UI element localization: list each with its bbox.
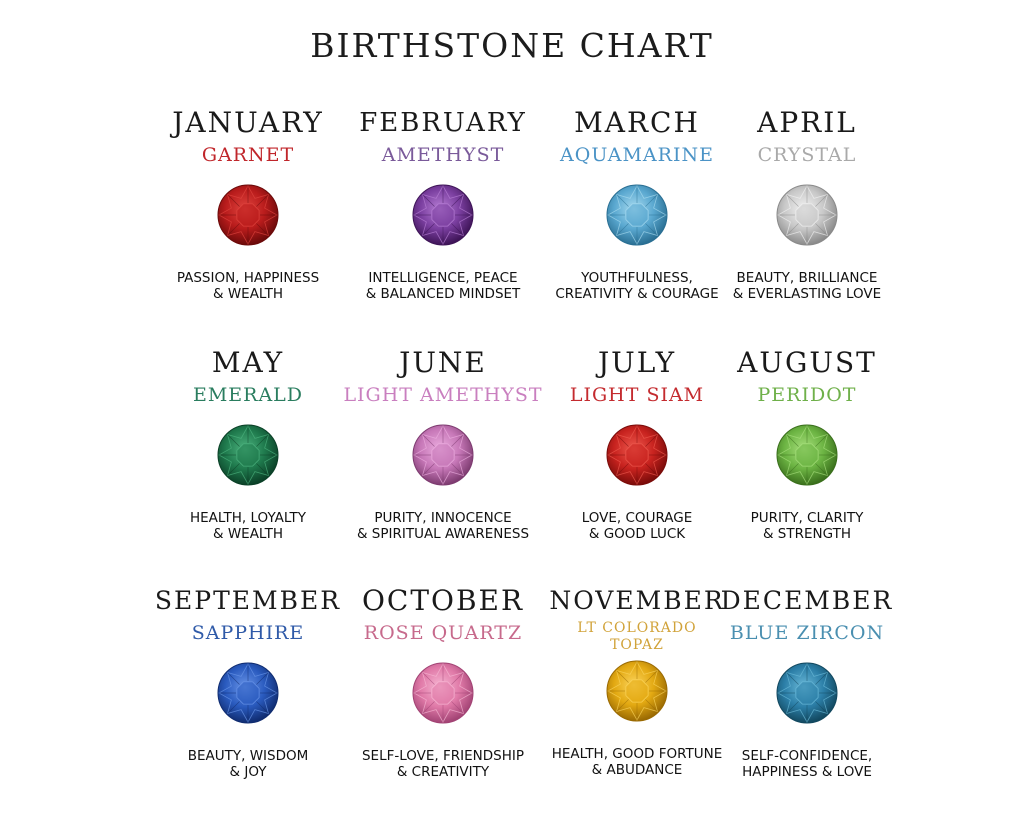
peridot-gem-icon bbox=[776, 424, 838, 486]
stone-name: CRYSTAL bbox=[757, 144, 857, 166]
stone-name: AQUAMARINE bbox=[560, 144, 714, 166]
stone-name: EMERALD bbox=[192, 384, 304, 406]
stone-meaning: PURITY, INNOCENCE & SPIRITUAL AWARENESS bbox=[356, 510, 530, 542]
month-card-december bbox=[707, 584, 907, 780]
stone-meaning: BEAUTY, BRILLIANCE & EVERLASTING LOVE bbox=[732, 270, 882, 302]
stone-name: AMETHYST bbox=[381, 144, 505, 166]
month-card-august bbox=[707, 346, 907, 542]
emerald-gem-icon bbox=[217, 424, 279, 486]
lt-colorado-topaz-gem-icon bbox=[606, 660, 668, 722]
month-name: AUGUST bbox=[737, 346, 877, 379]
month-name: MARCH bbox=[574, 106, 700, 139]
month-card-may bbox=[148, 346, 348, 542]
stone-meaning: PASSION, HAPPINESS & WEALTH bbox=[176, 270, 320, 302]
month-card-june bbox=[343, 346, 543, 542]
stone-name: LT COLORADO TOPAZ bbox=[577, 620, 697, 653]
rose-quartz-gem-icon bbox=[412, 662, 474, 724]
month-name: FEBRUARY bbox=[359, 108, 527, 138]
stone-name: LIGHT SIAM bbox=[569, 384, 705, 406]
light-siam-gem-icon bbox=[606, 424, 668, 486]
aquamarine-gem-icon bbox=[606, 184, 668, 246]
stone-meaning: SELF-CONFIDENCE, HAPPINESS & LOVE bbox=[741, 748, 873, 780]
stone-meaning: BEAUTY, WISDOM & JOY bbox=[187, 748, 309, 780]
month-card-september bbox=[148, 584, 348, 780]
month-name: JANUARY bbox=[172, 106, 324, 139]
month-name: SEPTEMBER bbox=[154, 586, 342, 615]
stone-meaning: HEALTH, GOOD FORTUNE & ABUDANCE bbox=[551, 746, 723, 778]
month-name: JULY bbox=[597, 346, 677, 379]
stone-name: PERIDOT bbox=[757, 384, 857, 406]
stone-name: LIGHT AMETHYST bbox=[343, 384, 543, 406]
month-name: JUNE bbox=[399, 346, 487, 379]
month-card-january bbox=[148, 106, 348, 302]
light-amethyst-gem-icon bbox=[412, 424, 474, 486]
month-card-october bbox=[343, 584, 543, 780]
stone-meaning: PURITY, CLARITY & STRENGTH bbox=[750, 510, 864, 542]
stone-name: GARNET bbox=[201, 144, 295, 166]
crystal-gem-icon bbox=[776, 184, 838, 246]
stone-name: SAPPHIRE bbox=[191, 622, 305, 644]
garnet-gem-icon bbox=[217, 184, 279, 246]
month-name: DECEMBER bbox=[720, 586, 894, 615]
stone-meaning: LOVE, COURAGE & GOOD LUCK bbox=[581, 510, 693, 542]
month-name: NOVEMBER bbox=[549, 586, 725, 615]
stone-meaning: YOUTHFULNESS, CREATIVITY & COURAGE bbox=[555, 270, 719, 302]
month-card-february bbox=[343, 106, 543, 302]
stone-meaning: HEALTH, LOYALTY & WEALTH bbox=[189, 510, 307, 542]
stone-name: ROSE QUARTZ bbox=[363, 622, 523, 644]
month-name: OCTOBER bbox=[361, 584, 525, 617]
month-name: APRIL bbox=[757, 106, 857, 139]
sapphire-gem-icon bbox=[217, 662, 279, 724]
amethyst-gem-icon bbox=[412, 184, 474, 246]
month-name: MAY bbox=[211, 346, 285, 379]
stone-meaning: INTELLIGENCE, PEACE & BALANCED MINDSET bbox=[365, 270, 521, 302]
stone-meaning: SELF-LOVE, FRIENDSHIP & CREATIVITY bbox=[361, 748, 525, 780]
month-card-april bbox=[707, 106, 907, 302]
stone-name: BLUE ZIRCON bbox=[729, 622, 885, 644]
page-title: BIRTHSTONE CHART bbox=[310, 26, 714, 65]
blue-zircon-gem-icon bbox=[776, 662, 838, 724]
